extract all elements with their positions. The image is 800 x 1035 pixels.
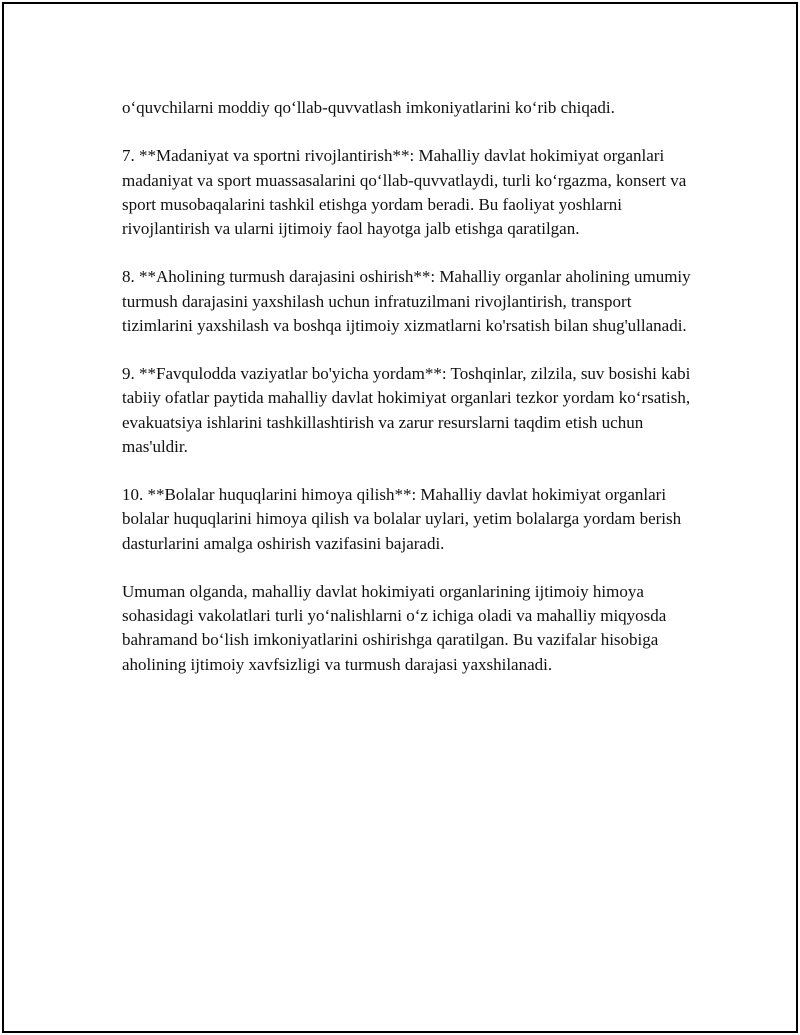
paragraph-item-8: 8. **Aholining turmush darajasini oshirish**: Mahalliy organlar aholining umumiy turmush darajasini yaxshilash uchun infratuzilmani rivojlantirish, transport tizimlarini yaxshilash va boshqa ijtimoiy xizmatlarni ko'rsatish bilan shug'ullanadi. xyxy=(122,267,691,335)
page-border xyxy=(2,2,798,1033)
paragraph-item-9: 9. **Favqulodda vaziyatlar bo'yicha yordam**: Toshqinlar, zilzila, suv bosishi kabi tabiiy ofatlar paytida mahalliy davlat hokimiyat organlari tezkor yordam ko‘rsatish, evakuatsiya ishlarini tashkillashtirish va zarur resurslarni taqdim etish uchun mas'uldir. xyxy=(122,364,691,456)
paragraph-item-10: 10. **Bolalar huquqlarini himoya qilish**: Mahalliy davlat hokimiyat organlari bolalar huquqlarini himoya qilish va bolalar uylari, yetim bolalarga yordam berish dasturlarini amalga oshirish vazifasini bajaradi. xyxy=(122,485,682,553)
paragraph-continuation: o‘quvchilarni moddiy qo‘llab-quvvatlash imkoniyatlarini ko‘rib chiqadi. xyxy=(122,98,615,117)
paragraph-item-7: 7. **Madaniyat va sportni rivojlantirish**: Mahalliy davlat hokimiyat organlari madaniyat va sport muassasalarini qo‘llab-quvvatlaydi, turli ko‘rgazma, konsert va sport musobaqalarini tashkil etishga yordam beradi. Bu faoliyat yoshlarni rivojlantirish va ularni ijtimoiy faol hayotga jalb etishga qaratilgan. xyxy=(122,146,687,238)
paragraph-conclusion: Umuman olganda, mahalliy davlat hokimiyati organlarining ijtimoiy himoya sohasidagi vakolatlari turli yo‘nalishlarni o‘z ichiga oladi va mahalliy miqyosda bahramand bo‘lish imkoniyatlarini oshirishga qaratilgan. Bu vazifalar hisobiga aholining ijtimoiy xavfsizligi va turmush darajasi yaxshilanadi. xyxy=(122,581,667,674)
document-body xyxy=(122,96,692,701)
